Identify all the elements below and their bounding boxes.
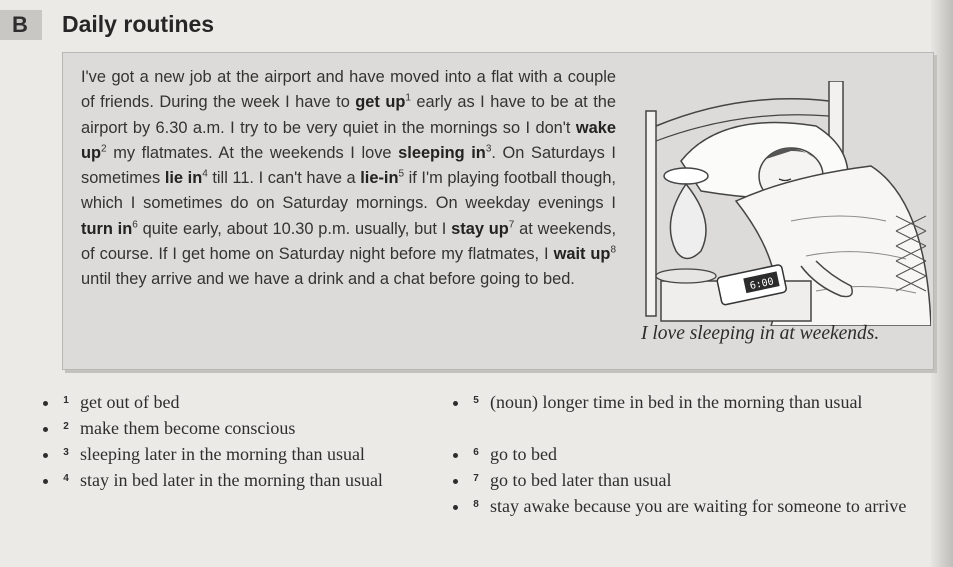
alarm-clock-display: 6:00: [748, 276, 775, 293]
phrasal-verb: turn in: [81, 219, 133, 238]
passage-segment: until they arrive and we have a drink and a chat before going to bed.: [81, 270, 575, 289]
glossary-definition: sleeping later in the morning than usual: [80, 444, 365, 464]
glossary-number: • 2: [63, 421, 69, 432]
glossary-number: • 3: [63, 447, 69, 458]
glossary-item: [60, 468, 410, 494]
footnote-number: 2: [101, 143, 107, 155]
glossary-number: • 8: [473, 499, 479, 510]
phrasal-verb: wait up: [553, 245, 611, 264]
phrasal-verb: stay up: [451, 219, 509, 238]
passage-box: [62, 52, 934, 370]
passage-segment: . On Saturdays I sometimes: [81, 143, 616, 188]
footnote-number: 8: [610, 244, 616, 256]
passage-segment: till 11. I can't have a: [207, 169, 361, 188]
passage-segment: early as I have to be at the airport by 6.30 a.m. I try to be very quiet in the mornings so I don't: [81, 93, 616, 137]
glossary-item: [60, 416, 440, 442]
footnote-number: 5: [398, 168, 405, 180]
footnote-number: 6: [132, 219, 138, 231]
section-title: Daily routines: [62, 11, 215, 37]
glossary-number: • 4: [63, 473, 69, 484]
glossary-item: [470, 468, 920, 494]
passage-segment: I've got a new job at the airport and have moved into a flat with a couple of friends. During the week I have to: [81, 68, 616, 112]
glossary-number: • 7: [473, 473, 479, 484]
glossary-definition: (noun) longer time in bed in the morning than usual: [490, 392, 863, 412]
glossary-definition: stay awake because you are waiting for someone to arrive: [490, 496, 907, 516]
glossary-item: [470, 442, 920, 468]
glossary-number: • 5: [473, 395, 479, 406]
page-gutter-shadow: [931, 0, 953, 567]
man-sleeping-in-bed-icon: [641, 81, 931, 326]
glossary-number: • 1: [63, 395, 69, 406]
passage-text: [81, 65, 616, 293]
glossary-definition: make them become conscious: [80, 418, 296, 438]
footnote-number: 7: [508, 219, 515, 231]
passage-segment: if I'm playing football though, which I sometimes do on Saturday mornings. On weekday evenings I: [81, 169, 616, 213]
passage-segment: my flatmates. At the weekends I love: [106, 143, 399, 162]
phrasal-verb: lie in: [164, 169, 203, 188]
passage-segment: at weekends, of course. If I get home on Saturday night before my flatmates, I: [81, 219, 617, 264]
phrasal-verb: wake up: [81, 118, 616, 162]
passage-segment: quite early, about 10.30 p.m. usually, but I: [137, 219, 452, 238]
glossary-item: [470, 390, 900, 416]
glossary-item: [60, 390, 440, 416]
section-letter-badge: B: [0, 10, 42, 40]
glossary-list: [60, 390, 930, 560]
glossary-definition: get out of bed: [80, 392, 180, 412]
footnote-number: 3: [485, 143, 492, 155]
glossary-item: [60, 442, 440, 468]
glossary-number: • 6: [473, 447, 479, 458]
footnote-number: 4: [202, 168, 208, 180]
illustration-caption: I love sleeping in at weekends.: [641, 323, 880, 344]
glossary-definition: go to bed later than usual: [490, 470, 672, 490]
glossary-item: [470, 494, 930, 520]
glossary-definition: stay in bed later in the morning than usual: [80, 470, 383, 490]
phrasal-verb: sleeping in: [398, 143, 486, 162]
glossary-definition: go to bed: [490, 444, 557, 464]
phrasal-verb: lie-in: [360, 169, 399, 188]
footnote-number: 1: [405, 92, 411, 104]
phrasal-verb: get up: [355, 93, 406, 112]
